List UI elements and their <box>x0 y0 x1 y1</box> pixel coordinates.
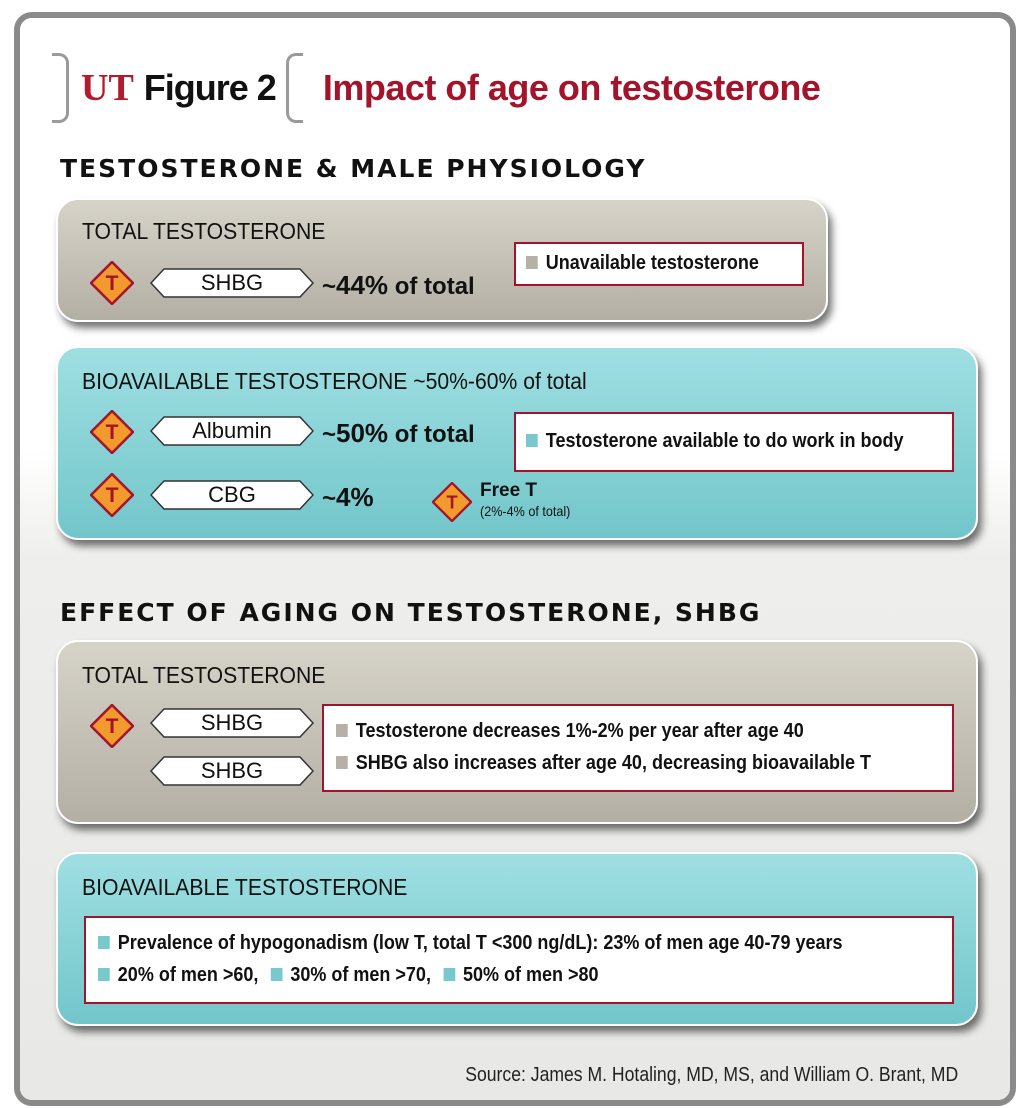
aging-bioavailable-line-2 <box>98 964 599 987</box>
prevalence-over-70: 30% of men >70, <box>290 964 431 986</box>
prevalence-over-80: 50% of men >80 <box>462 964 599 986</box>
section2-total-panel <box>56 640 978 824</box>
aging-total-line-1-text: Testosterone decreases 1%-2% per year after age 40 <box>355 720 804 742</box>
right-bracket <box>286 53 303 123</box>
section1-heading: TESTOSTERONE & MALE PHYSIOLOGY <box>60 154 647 183</box>
figure-number: Figure 2 <box>143 67 276 108</box>
cbg-tag-label: CBG <box>208 482 256 507</box>
aging-total-line-2-text: SHBG also increases after age 40, decreasing bioavailable T <box>355 752 872 774</box>
gray-bullet <box>336 756 348 769</box>
testosterone-diamond-icon <box>90 410 134 454</box>
free-t-diamond-icon <box>432 482 472 522</box>
section1-bioavailable-label: BIOAVAILABLE TESTOSTERONE ~50%-60% of total <box>82 368 587 394</box>
albumin-tag <box>150 416 314 446</box>
albumin-percent-value: 50% <box>336 418 389 448</box>
available-legend-text: Testosterone available to do work in body <box>545 430 904 452</box>
aging-bioavailable-line-1 <box>98 932 843 955</box>
diamond-letter: T <box>105 484 119 507</box>
shbg-tag <box>150 708 314 738</box>
teal-legend-swatch <box>526 434 538 447</box>
albumin-percent <box>322 418 475 449</box>
shbg-percent-prefix: ~ <box>322 273 337 300</box>
section2-total-label: TOTAL TESTOSTERONE <box>82 662 326 688</box>
source-credit: Source: James M. Hotaling, MD, MS, and William O. Brant, MD <box>465 1064 958 1086</box>
aging-total-line-1 <box>336 720 804 743</box>
ut-logo: UT <box>81 67 134 109</box>
diamond-letter: T <box>446 492 458 513</box>
testosterone-diamond-icon <box>90 261 134 305</box>
section1-bioavailable-panel <box>56 346 978 540</box>
cbg-percent-prefix: ~ <box>322 485 337 512</box>
diamond-letter: T <box>105 272 119 295</box>
shbg-tag-label: SHBG <box>200 710 264 735</box>
aging-bioavailable-info-box <box>84 916 954 1004</box>
teal-bullet <box>271 968 283 981</box>
aging-bioavailable-line-1-text: Prevalence of hypogonadism (low T, total T <300 ng/dL): 23% of men age 40-79 years <box>117 932 843 954</box>
shbg-percent <box>322 270 475 301</box>
teal-bullet <box>98 936 110 949</box>
section2-heading: EFFECT OF AGING ON TESTOSTERONE, SHBG <box>60 598 762 627</box>
available-legend-line <box>526 430 904 453</box>
unavailable-legend-line <box>526 252 759 275</box>
cbg-percent-value: 4% <box>336 482 374 512</box>
unavailable-legend-box <box>514 242 804 286</box>
cbg-percent <box>322 482 374 513</box>
albumin-percent-prefix: ~ <box>322 421 337 448</box>
albumin-percent-suffix: of total <box>388 421 475 448</box>
free-t-label: Free T <box>480 480 538 501</box>
gray-bullet <box>336 724 348 737</box>
testosterone-diamond-icon <box>90 473 134 517</box>
shbg-tag-label: SHBG <box>200 270 264 295</box>
free-t-sublabel: (2%-4% of total) <box>480 503 571 519</box>
shbg-tag-increased <box>150 756 314 786</box>
section2-bioavailable-label: BIOAVAILABLE TESTOSTERONE <box>82 874 408 900</box>
diamond-letter: T <box>105 715 119 738</box>
shbg-tag <box>150 268 314 298</box>
section1-total-panel <box>56 198 828 322</box>
section1-total-label: TOTAL TESTOSTERONE <box>82 218 326 244</box>
teal-bullet <box>98 968 110 981</box>
cbg-tag <box>150 480 314 510</box>
gray-legend-swatch <box>526 256 538 269</box>
diamond-letter: T <box>105 421 119 444</box>
shbg-percent-suffix: of total <box>388 273 475 300</box>
left-bracket <box>52 53 69 123</box>
aging-total-line-2 <box>336 752 871 775</box>
aging-total-info-box <box>322 704 954 792</box>
shbg-tag-label: SHBG <box>200 758 264 783</box>
shbg-percent-value: 44% <box>336 270 389 300</box>
unavailable-legend-text: Unavailable testosterone <box>545 252 759 274</box>
albumin-tag-label: Albumin <box>192 418 272 443</box>
section2-bioavailable-panel <box>56 852 978 1026</box>
available-legend-box <box>514 412 954 472</box>
figure-frame <box>14 12 1016 1106</box>
figure-title: Impact of age on testosterone <box>322 67 821 108</box>
testosterone-diamond-icon <box>90 704 134 748</box>
teal-bullet <box>443 968 455 981</box>
figure-header <box>52 48 820 128</box>
prevalence-over-60: 20% of men >60, <box>117 964 259 986</box>
